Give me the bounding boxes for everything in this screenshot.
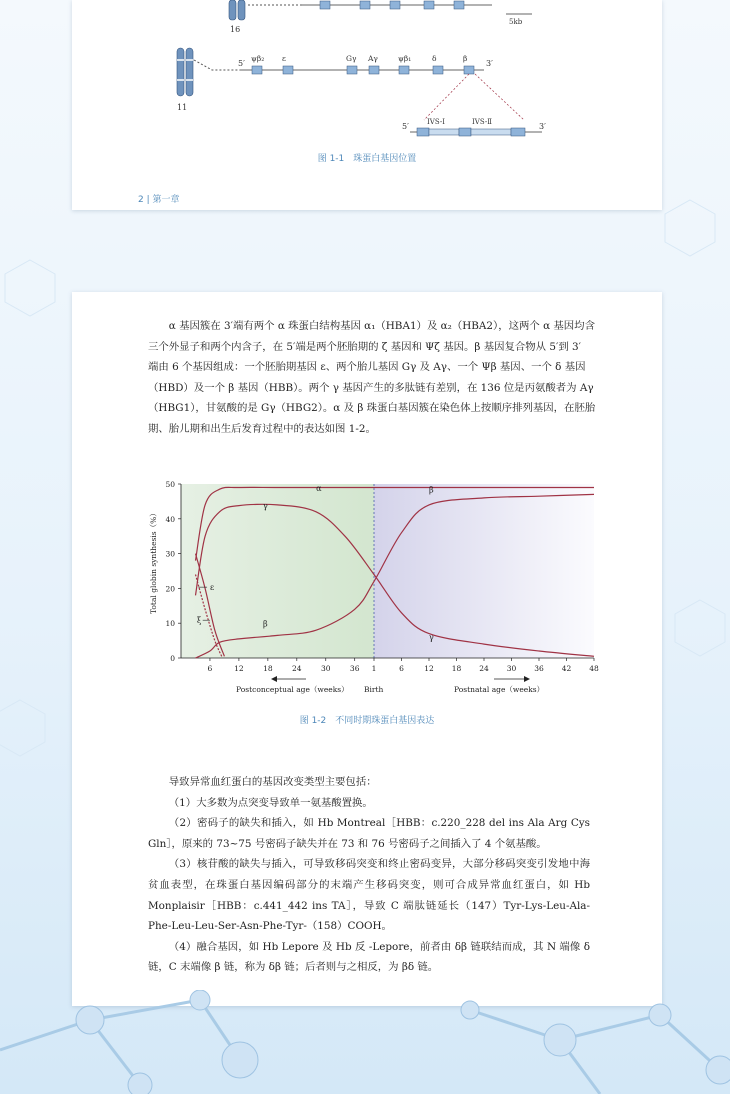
x-tick-label: 42 <box>561 664 572 673</box>
x-axis-left-label: Postconceptual age（weeks） <box>236 685 349 694</box>
x-tick-label: 24 <box>479 664 489 673</box>
book-page-top <box>72 0 662 210</box>
gene-box <box>433 66 443 74</box>
beta-gene-3prime: 3′ <box>539 122 546 131</box>
gene-box <box>464 66 474 74</box>
figure-1-2-caption: 图 1-2 不同时期珠蛋白基因表达 <box>299 716 435 726</box>
beta-globin-gene-row <box>251 54 474 74</box>
gene-label: ψβ₁ <box>398 54 412 63</box>
page-footer: 2 | 第一章 <box>138 195 180 205</box>
x-tick-label: 12 <box>424 664 434 673</box>
list-item: （2）密码子的缺失和插入，如 Hb Montreal［HBB：c.220_228 del ins Ala Arg Cys Gln］，原来的 73~75 号密码子缺失并在 73 和 76 号密码子之间插入了 4 个氨基酸。 <box>148 817 590 850</box>
gene-label: δ <box>432 54 437 63</box>
series-label: α <box>316 483 322 493</box>
series-label: ξ <box>196 616 202 626</box>
globin-gene-location-diagram <box>72 0 662 170</box>
y-tick-label: 30 <box>165 549 175 559</box>
chromosome-16-icon <box>229 0 245 20</box>
prenatal-region <box>181 484 374 658</box>
x-axis-birth-label: Birth <box>364 685 384 694</box>
x-tick-label: 30 <box>320 664 331 673</box>
intro-paragraph <box>148 316 596 440</box>
y-tick-label: 50 <box>165 480 175 489</box>
beta-gene-exon-intron-map <box>417 128 525 136</box>
gene-label: β <box>463 54 468 63</box>
gene-label: ψβ₂ <box>251 54 265 63</box>
ivs1-label: IVS-Ⅰ <box>427 118 446 126</box>
x-tick-label: 36 <box>349 664 360 673</box>
x-tick-label: 36 <box>534 664 544 673</box>
x-tick-label: 6 <box>207 664 213 673</box>
intro-line: 三个外显子和两个内含子，在 5′端是两个胚胎期的 ζ 基因和 Ψζ 基因。β 基因复合物从 5′到 3′ <box>148 340 581 353</box>
list-item: （1）大多数为点突变导致单一氨基酸置换。 <box>168 796 373 809</box>
x-axis-right-label: Postnatal age（weeks） <box>454 685 545 694</box>
gene-box <box>252 66 262 74</box>
x-tick-label: 18 <box>263 664 273 673</box>
x-tick-label: 12 <box>234 664 244 673</box>
intro-line: α 基因簇在 3′端有两个 α 珠蛋白结构基因 α₁（HBA1）及 α₂（HBA2），这两个 α 基因均含 <box>168 320 595 332</box>
x-tick-label: 30 <box>506 664 517 673</box>
list-intro: 导致异常血红蛋白的基因改变类型主要包括： <box>168 776 377 788</box>
list-item: （3）核苷酸的缺失与插入，可导致移码突变和终止密码变异，大部分移码突变引发地中海贫血表型，在珠蛋白基因编码部分的末端产生移码突变，则可合成异常血红蛋白，如 Hb Monplaisir［HBB：c.441_442 ins TA］，导致 C 端肽链延长（147）Tyr-Lys-Leu-Ala-Phe-Leu-Leu-Ser-Asn-Phe-Tyr-（158）COOH。 <box>148 858 590 933</box>
series-label: β <box>429 485 434 495</box>
decorative-molecule-graphic <box>0 990 730 1094</box>
ivs2-label: IVS-Ⅱ <box>472 118 492 126</box>
series-label: γ <box>429 632 434 642</box>
y-tick-label: 10 <box>165 619 175 629</box>
x-tick-label: 1 <box>371 664 377 673</box>
y-tick-label: 20 <box>165 584 175 594</box>
book-page-main <box>72 292 662 1006</box>
gene-label: ε <box>282 54 286 63</box>
series-label: γ <box>263 501 268 511</box>
y-tick-label: 0 <box>170 654 175 663</box>
intro-line: 期、胎儿期和出生后发育过程中的表达如图 1-2。 <box>148 422 376 435</box>
beta-gene-5prime: 5′ <box>402 122 409 131</box>
chromosome-11-label: 11 <box>177 103 188 112</box>
intro-line: （HBG1），甘氨酸的是 Gγ（HBG2）。α 及 β 珠蛋白基因簇在染色体上按顺序排列基因，在胚胎 <box>148 402 596 415</box>
gene-box <box>347 66 357 74</box>
chromosome-11-icon <box>177 48 193 96</box>
right-arrow-icon <box>494 676 530 682</box>
gene-box <box>283 66 293 74</box>
gene-box <box>399 66 409 74</box>
intro-line: 端由 6 个基因组成：一个胚胎期基因 ε、两个胎儿基因 Gγ 及 Aγ、一个 Ψβ 基因、一个 δ 基因 <box>148 361 586 374</box>
globin-expression-chart <box>72 474 662 704</box>
gene-label: Aγ <box>368 54 378 63</box>
gene-box <box>369 66 379 74</box>
x-tick-label: 6 <box>399 664 404 673</box>
left-arrow-icon <box>271 676 306 682</box>
intro-line: （HBD）及一个 β 基因（HBB）。两个 γ 基因产生的多肽链有差别，在 136 位是丙氨酸者为 Aγ <box>148 381 594 394</box>
chromosome-16-label: 16 <box>230 25 241 34</box>
series-label: ε <box>209 583 215 593</box>
list-item: （4）融合基因，如 Hb Lepore 及 Hb 反 -Lepore，前者由 δβ 链联结而成，其 N 端像 δ 链，C 末端像 β 链，称为 δβ 链；后者则与之相反，为 βδ 链。 <box>148 940 590 974</box>
beta-cluster-3prime: 3′ <box>486 59 493 68</box>
x-tick-label: 48 <box>589 664 599 673</box>
beta-cluster-5prime: 5′ <box>238 59 245 68</box>
x-tick-label: 18 <box>451 664 462 673</box>
gene-label: Gγ <box>346 54 357 63</box>
figure-1-1-caption: 图 1-1 珠蛋白基因位置 <box>317 154 417 164</box>
y-axis-label: Total globin synthesis（%） <box>149 509 158 614</box>
x-tick-label: 24 <box>292 664 302 673</box>
postnatal-region <box>374 484 594 658</box>
y-tick-label: 40 <box>165 514 175 524</box>
mutation-type-list <box>148 772 590 978</box>
series-label: β <box>263 619 268 629</box>
scale-bar-label: 5kb <box>509 18 523 26</box>
